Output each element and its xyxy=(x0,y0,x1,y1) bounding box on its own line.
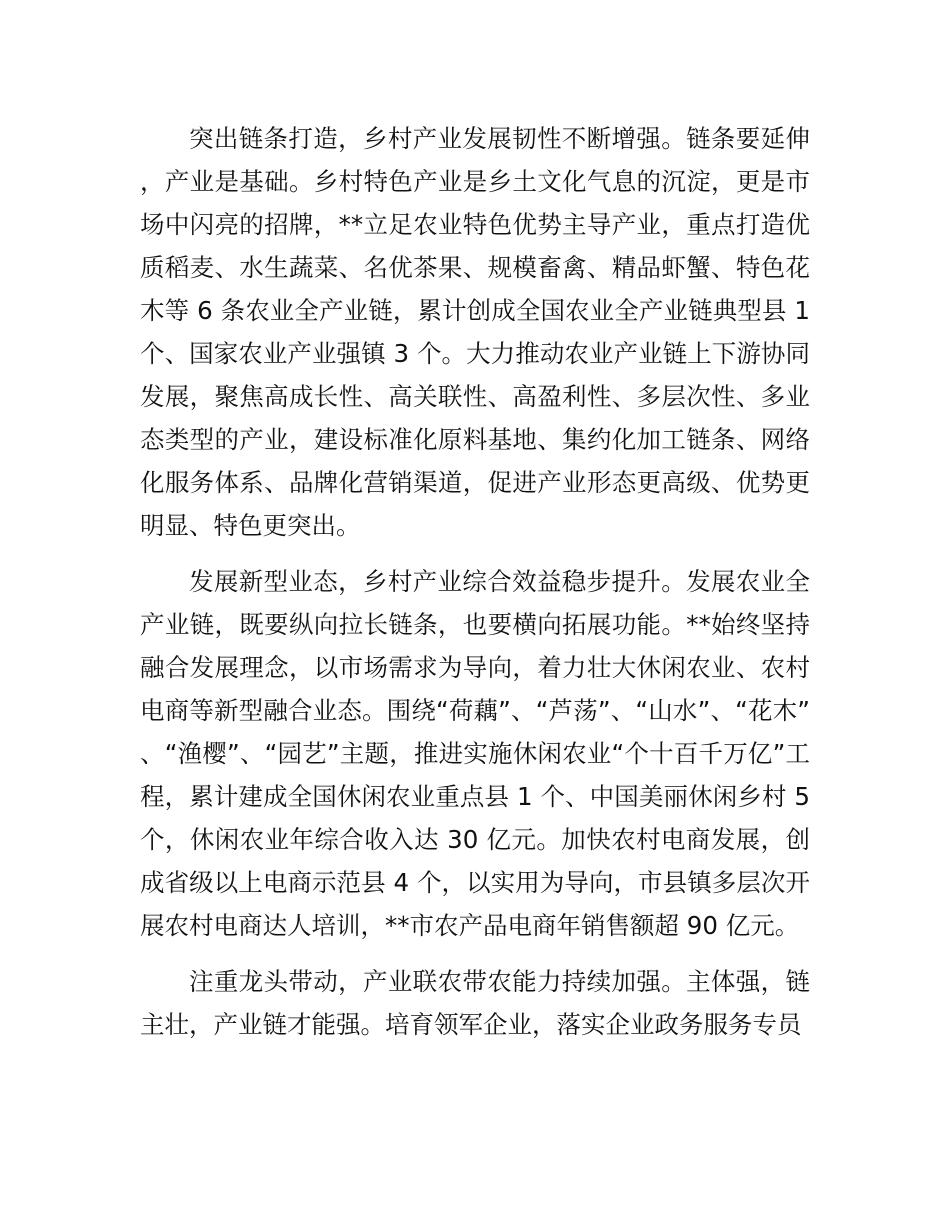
paragraph-industry-chain: 突出链条打造，乡村产业发展韧性不断增强。链条要延伸，产业是基础。乡村特色产业是乡土文化气息的沉淀，更是市场中闪亮的招牌，**立足农业特色优势主导产业，重点打造优质稻麦、水生蔬菜、名优茶果、规模畜禽、精品虾蟹、特色花木等 6 条农业全产业链，累计创成全国农业全产业链典型县 1 个、国家农业产业强镇 3 个。大力推动农业产业链上下游协同发展，聚焦高成长性、高关联性、高盈利性、多层次性、多业态类型的产业，建设标准化原料基地、集约化加工链条、网络化服务体系、品牌化营销渠道，促进产业形态更高级、优势更明显、特色更突出。 xyxy=(140,124,810,540)
document-page xyxy=(140,117,810,1059)
paragraph-new-business-forms: 发展新型业态，乡村产业综合效益稳步提升。发展农业全产业链，既要纵向拉长链条，也要横向拓展功能。**始终坚持融合发展理念，以市场需求为导向，着力壮大休闲农业、农村电商等新型融合业态。围绕“荷藕”、“芦荡”、“山水”、“花木”、“渔樱”、“园艺”主题，推进实施休闲农业“个十百千万亿”工程，累计建成全国休闲农业重点县 1 个、中国美丽休闲乡村 5 个，休闲农业年综合收入达 30 亿元。加快农村电商发展，创成省级以上电商示范县 4 个，以实用为导向，市县镇多层次开展农村电商达人培训，**市农产品电商年销售额超 90 亿元。 xyxy=(140,567,810,940)
paragraph-leading-enterprises: 注重龙头带动，产业联农带农能力持续加强。主体强，链主壮，产业链才能强。培育领军企业，落实企业政务服务专员 xyxy=(140,967,810,1039)
